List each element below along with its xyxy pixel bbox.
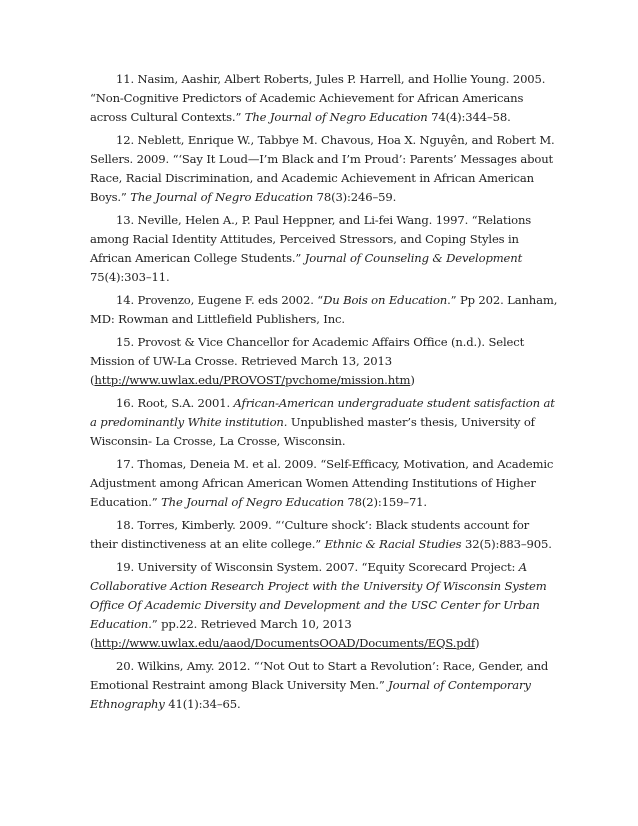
reference-text: 18. Torres, Kimberly. 2009. “‘Culture shock’: Black students account for their distinctiveness at an elite college.”: [90, 518, 530, 551]
reference-19: [90, 558, 558, 653]
reference-text: 17. Thomas, Deneia M. et al. 2009. “Self-Efficacy, Motivation, and Academic Adjustment among African American Women Attending Institutions of Higher Education.”: [90, 457, 554, 509]
reference-details-end: ): [475, 636, 480, 650]
reference-details: 32(5):883–905.: [461, 537, 552, 551]
journal-title: The Journal of Negro Education: [244, 110, 428, 124]
journal-title: Journal of Counseling & Development: [304, 251, 523, 265]
reference-details: ” pp.22. Retrieved March 10, 2013 (: [90, 617, 352, 650]
journal-title: Ethnic & Racial Studies: [324, 537, 462, 551]
reference-11: [90, 70, 558, 127]
reference-details: .” Pp 202. Lanham, MD: Rowman and Littlefield Publishers, Inc.: [90, 293, 558, 326]
reference-text: 19. University of Wisconsin System. 2007. “Equity Scorecard Project:: [116, 560, 519, 574]
reference-details: 78(2):159–71.: [343, 495, 427, 509]
journal-title: The Journal of Negro Education: [161, 495, 344, 509]
reference-details: 78(3):246–59.: [313, 190, 397, 204]
journal-title: Journal of Contemporary Ethnography: [90, 678, 531, 711]
book-title: Du Bois on Education: [323, 293, 448, 307]
reference-list: [90, 70, 558, 718]
mission-link[interactable]: http://www.uwlax.edu/PROVOST/pvchome/mission.htm: [94, 373, 411, 387]
reference-17: [90, 455, 558, 512]
thesis-title: African-American undergraduate student satisfaction at a predominantly White institution.: [90, 396, 555, 429]
reference-text: 16. Root, S.A. 2001.: [116, 396, 234, 410]
reference-20: [90, 657, 558, 714]
project-title: A Collaborative Action Research Project with the University Of Wisconsin System Office Of Academic Diversity and Development and the USC Center for Urban Education.: [90, 560, 547, 631]
reference-details: 75(4):303–11.: [90, 270, 170, 284]
journal-title: The Journal of Negro Education: [130, 190, 314, 204]
reference-details: 74(4):344–58.: [427, 110, 511, 124]
eqs-pdf-link[interactable]: http://www.uwlax.edu/aaod/DocumentsOOAD/Documents/EQS.pdf: [94, 636, 475, 650]
reference-text: 11. Nasim, Aashir, Albert Roberts, Jules P. Harrell, and Hollie Young. 2005. “Non-Cognitive Predictors of Academic Achievement for African Americans across Cultural Contexts.”: [90, 72, 546, 124]
reference-15: [90, 333, 558, 390]
reference-details: 41(1):34–65.: [164, 697, 241, 711]
reference-18: [90, 516, 558, 554]
reference-16: [90, 394, 558, 451]
reference-14: [90, 291, 558, 329]
reference-text: 15. Provost & Vice Chancellor for Academic Affairs Office (n.d.). Select Mission of UW-La Crosse. Retrieved March 13, 2013 (: [90, 335, 525, 387]
reference-text: 12. Neblett, Enrique W., Tabbye M. Chavous, Hoa X. Nguyên, and Robert M. Sellers. 2009. “‘Say It Loud—I’m Black and I’m Proud’: Parents’ Messages about Race, Racial Discrimination, and Academic Achievement in African American Boys.”: [90, 133, 555, 204]
reference-13: [90, 211, 558, 287]
reference-details: Unpublished master’s thesis, University of Wisconsin- La Crosse, La Crosse, Wisconsin.: [90, 415, 535, 448]
reference-details: ): [410, 373, 415, 387]
reference-text: 20. Wilkins, Amy. 2012. “‘Not Out to Start a Revolution’: Race, Gender, and Emotional Restraint among Black University Men.”: [90, 659, 549, 692]
reference-text: 14. Provenzo, Eugene F. eds 2002. “: [116, 293, 324, 307]
reference-text: 13. Neville, Helen A., P. Paul Heppner, and Li-fei Wang. 1997. “Relations among Racial Identity Attitudes, Perceived Stressors, and Coping Styles in African American College Students.”: [90, 213, 532, 265]
reference-12: [90, 131, 558, 207]
